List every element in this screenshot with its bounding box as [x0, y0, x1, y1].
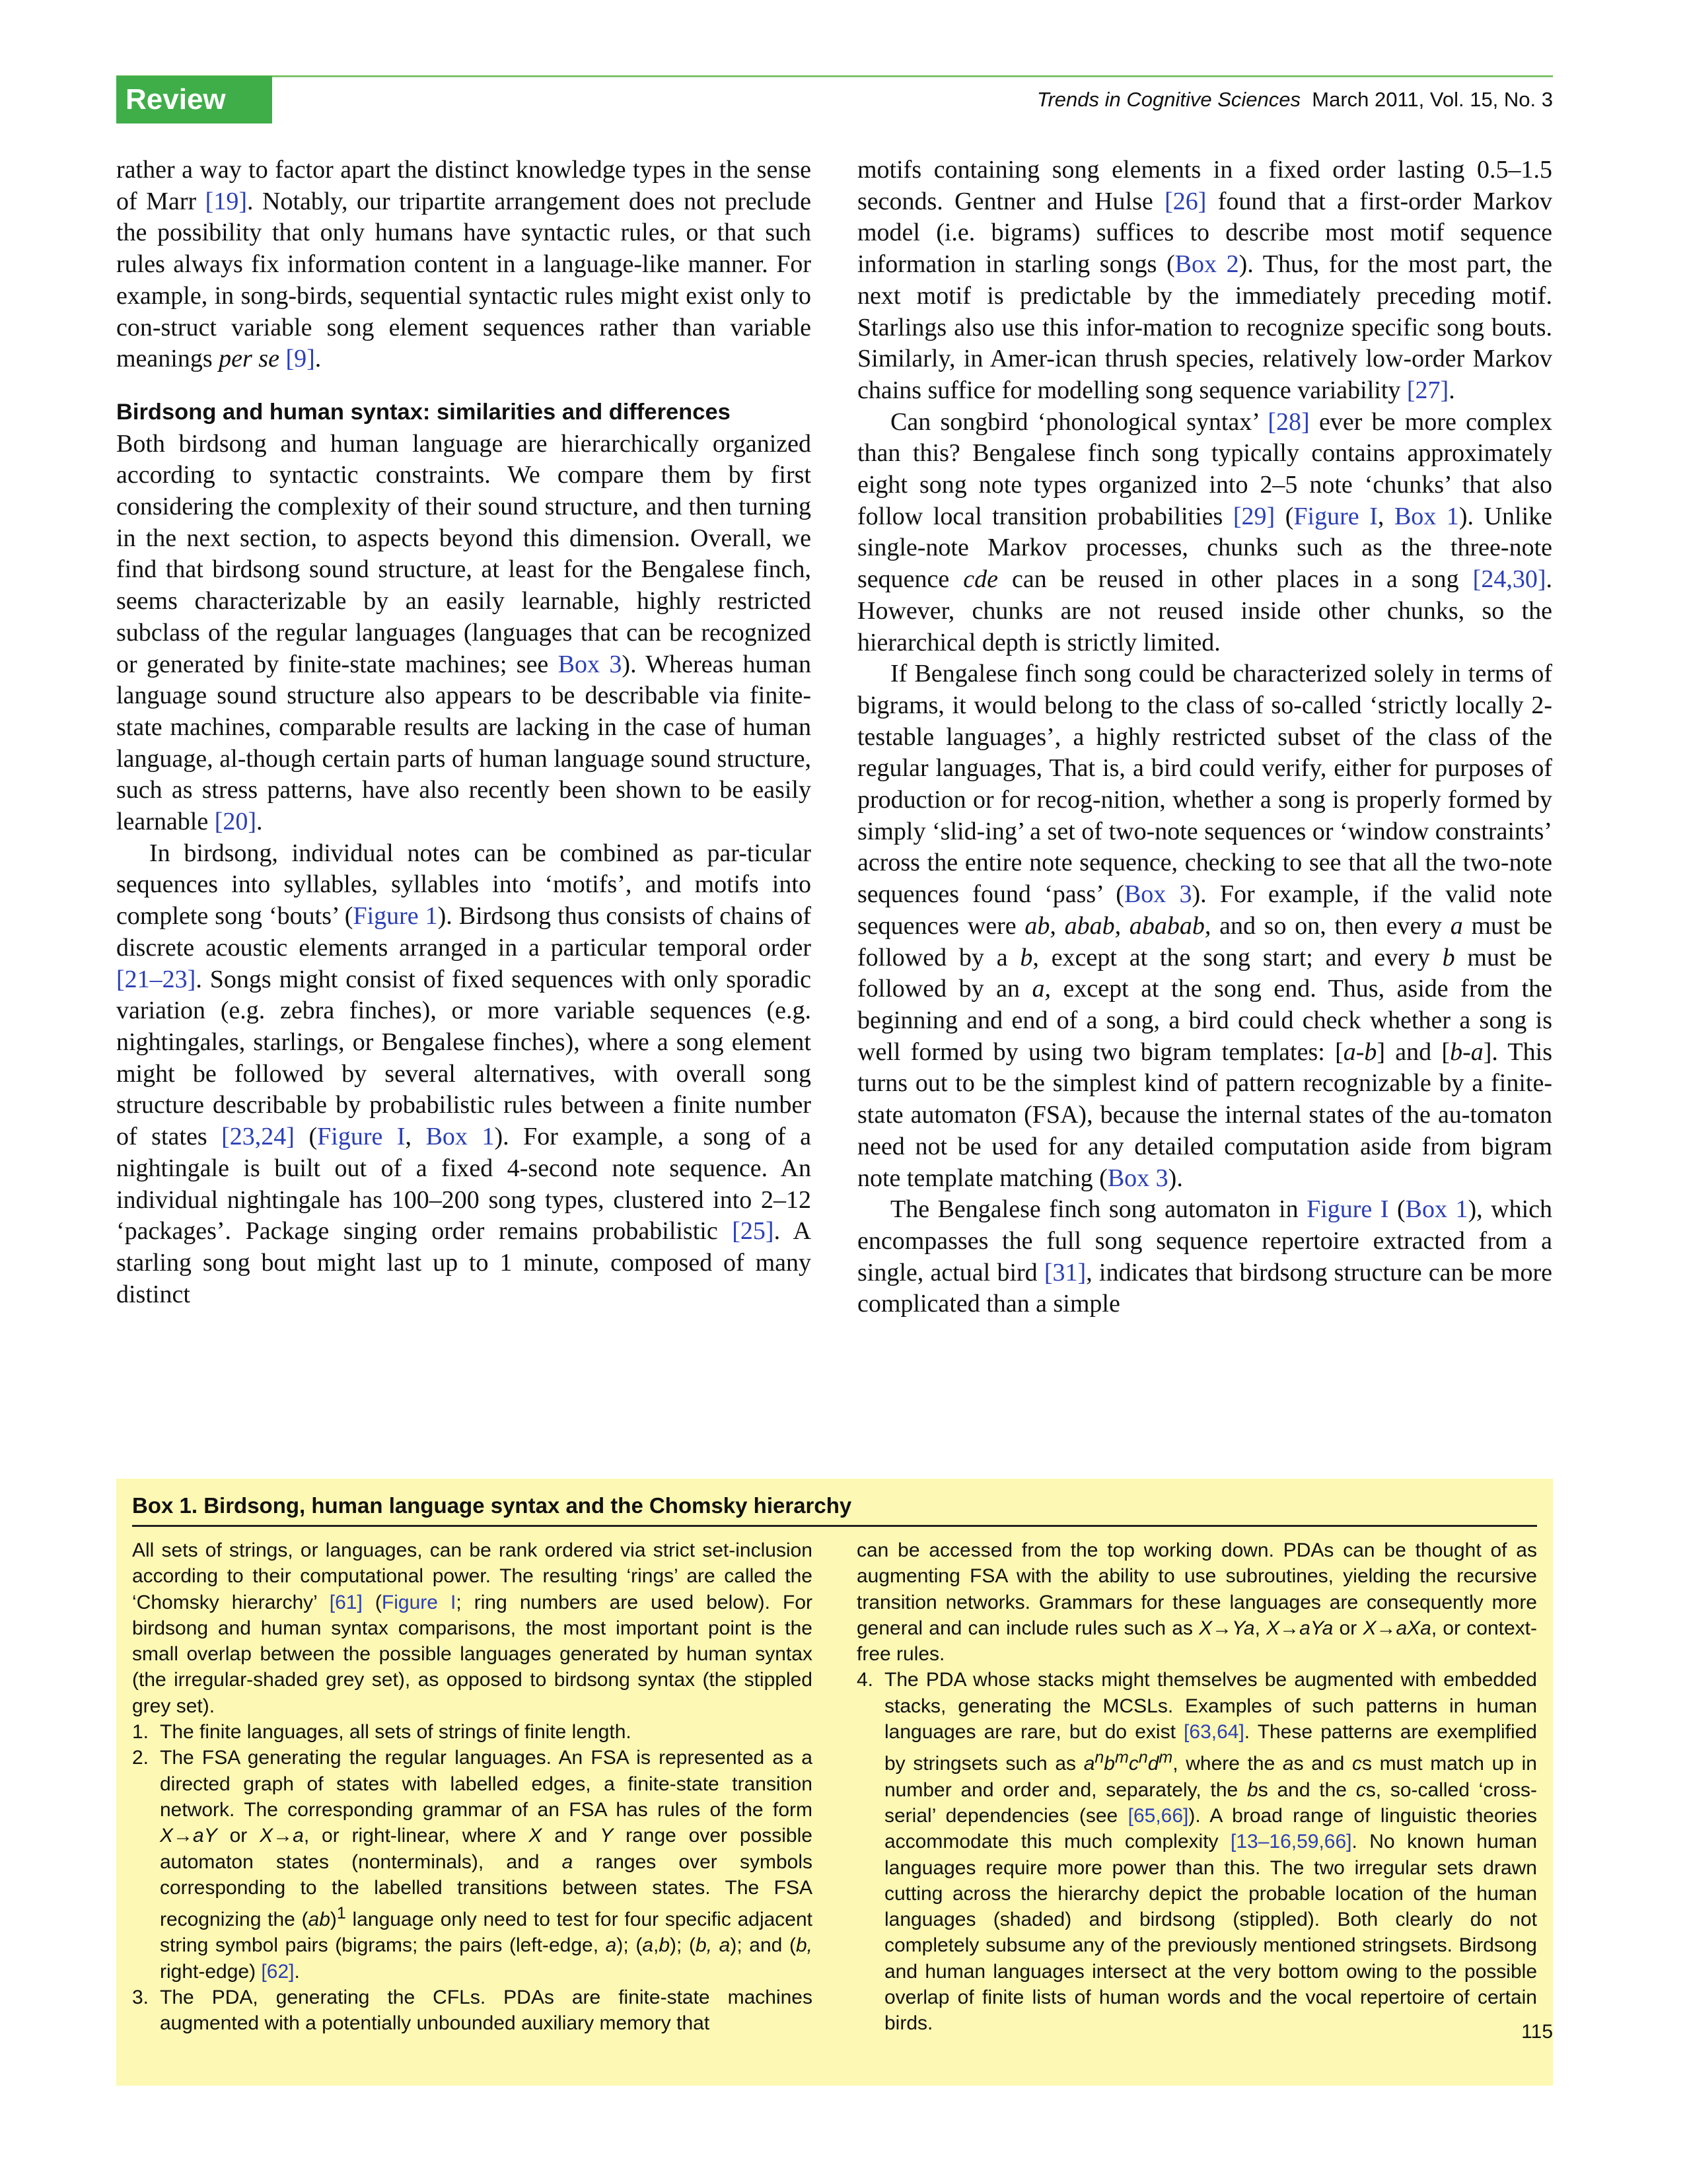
reference-link[interactable]: [27] — [1406, 376, 1449, 404]
section-badge: Review — [116, 76, 272, 123]
box-1 — [116, 1479, 1553, 2086]
body-paragraph: The Bengalese finch song automaton in Figure I (Box 1), which encompasses the full song sequence repertoire extracted from a single, actual bird [31], indicates that birdsong structure can be more complicated than a simple — [857, 1195, 1552, 1318]
box-list-item — [132, 1719, 812, 1745]
reference-link[interactable]: [23,24] — [221, 1123, 295, 1151]
reference-link[interactable]: Box 1 — [1405, 1195, 1468, 1224]
right-text-column — [857, 155, 1552, 1320]
reference-link[interactable]: [24,30] — [1472, 565, 1546, 594]
reference-link[interactable]: [31] — [1044, 1258, 1087, 1286]
list-item-number: 4. — [857, 1669, 874, 1691]
header-rule — [116, 75, 1553, 77]
list-item-text: The finite languages, all sets of strings of finite length. — [160, 1721, 631, 1744]
reference-link[interactable]: Figure 1 — [353, 902, 438, 931]
list-item-number: 1. — [132, 1721, 149, 1744]
reference-link[interactable]: [19] — [205, 187, 247, 215]
body-paragraph: If Bengalese finch song could be characterized solely in terms of bigrams, it would belong to the class of so-called ‘strictly locally 2-testable languages’, a highly restricted subset of the class of the regular languages, That is, a bird could verify, either for purposes of production or for recog-nition, whether a song is properly formed by simply ‘slid-ing’ a set of two-note sequences or ‘window constraints’ across the entire note sequence, checking to see that all the two-note sequences found ‘pass’ (Box 3). For example, if the valid note sequences were ab, abab, ababab, and so on, then every a must be followed by a b, except at the song start; and every b must be followed by an a, except at the song end. Thus, aside from the beginning and end of a song, a bird could check whether a song is well formed by using two bigram templates: [a-b] and [b-a]. This turns out to be the simplest kind of pattern recognizable by a finite-state automaton (FSA), because the internal states of the au-tomaton need not be used for any detailed computation aside from bigram note template matching (Box 3). — [857, 660, 1552, 1192]
list-item-text: The PDA whose stacks might themselves be augmented with embedded stacks, generating the MCSLs. Examples of such patterns in human languages are rare, but do exist [63,64]. These patterns are exemplified by stringsets such as $a^nb^mc^nd^m$, where the as and cs must match up in number and order and, separately, the bs and the cs, so-called ‘cross-serial’ dependencies (see [65,66]). A broad range of linguistic theories accommodate this much complexity [13–16,59,66]. No known human languages require more power than this. The two irregular sets drawn cutting across the hierarchy depict the probable location of the human languages (shaded) and birdsong (stippled). Both clearly do not completely subsume any of the previously mentioned stringsets. Birdsong and human languages intersect at the very bottom owing to the possible overlap of finite lists of human words and the vocal repertoire of certain birds. — [884, 1669, 1538, 2035]
reference-link[interactable]: Box 2 — [1174, 250, 1239, 279]
journal-citation — [1037, 88, 1553, 112]
list-item-text: The PDA, generating the CFLs. PDAs are finite-state machines augmented with a potentially unbounded auxiliary memory that — [160, 1987, 812, 2035]
journal-issue: March 2011, Vol. 15, No. 3 — [1312, 88, 1553, 111]
reference-link[interactable]: [65,66] — [1128, 1804, 1189, 1827]
box-1-title: Box 1. Birdsong, human language syntax and the Chomsky hierarchy — [132, 1493, 852, 1518]
reference-link[interactable]: [63,64] — [1184, 1721, 1244, 1744]
box-1-title-rule — [132, 1525, 1537, 1527]
box-1-list-right — [857, 1667, 1537, 2036]
box-1-right-column — [857, 1537, 1537, 2037]
body-paragraph: motifs containing song elements in a fixed order lasting 0.5–1.5 seconds. Gentner and Hulse [26] found that a first-order Markov model (i.e. bigrams) suffices to describe most motif sequence information in starling songs (Box 2). Thus, for the most part, the next motif is predictable by the immediately preceding motif. Starlings also use this infor-mation to recognize specific song bouts. Similarly, in Amer-ican thrush species, relatively low-order Markov chains suffice for modelling song sequence variability [27]. — [857, 156, 1553, 404]
page-number: 115 — [1521, 2021, 1553, 2043]
reference-link[interactable]: Box 1 — [1394, 502, 1459, 530]
reference-link[interactable]: Box 3 — [557, 650, 622, 678]
reference-link[interactable]: [26] — [1165, 187, 1207, 215]
body-paragraph: Both birdsong and human language are hierarchically organized according to syntactic constraints. We compare them by first considering the complexity of their sound structure, and then turning in the next section, to aspects beyond this dimension. Overall, we find that birdsong sound structure, at least for the Bengalese finch, seems characterizable by an easily learnable, highly restricted subclass of the regular languages (languages that can be recognized or generated by finite-state machines; see Box 3). Whereas human language sound structure also appears to be describable via finite-state machines, comparable results are lacking in the case of human language, al-though certain parts of human language sound structure, such as stress patterns, have also recently been shown to be easily learnable [20]. — [116, 429, 811, 836]
reference-link[interactable]: Figure I — [1307, 1195, 1389, 1224]
reference-link[interactable]: Figure I — [317, 1123, 406, 1151]
list-item-text: The FSA generating the regular languages. An FSA is represented as a directed graph of states with labelled edges, a finite-state transition network. The corresponding grammar of an FSA has rules of the form X→aY or X→a, or right-linear, where X and Y range over possible automaton states (nonterminals), and a ranges over symbols corresponding to the labelled transitions between states. The FSA recognizing the (ab)$^1$ language only need to test for four specific adjacent string symbol pairs (bigrams; the pairs (left-edge, a); (a,b); (b, a); and (b, right-edge) [62]. — [160, 1747, 812, 1983]
reference-link[interactable]: [13–16,59,66] — [1231, 1831, 1352, 1853]
reference-link[interactable]: [28] — [1268, 407, 1310, 436]
reference-link[interactable]: Box 3 — [1107, 1164, 1168, 1192]
box-list-item — [857, 1667, 1538, 2036]
list-item-number: 2. — [132, 1747, 149, 1769]
reference-link[interactable]: [20] — [214, 808, 257, 836]
reference-link[interactable]: Figure I — [1293, 502, 1378, 530]
box-1-continuation: can be accessed from the top working down. PDAs can be thought of as augmenting FSA with the ability to use subroutines, yielding the recursive transition networks. Grammars for these languages are consequently more general and can include rules such as X→Ya, X→aYa or X→aXa, or context-free rules. — [857, 1539, 1537, 1666]
reference-link[interactable]: [29] — [1233, 502, 1275, 530]
body-paragraph: rather a way to factor apart the distinct knowledge types in the sense of Marr [19]. Notably, our tripartite arrangement does not preclude the possibility that only humans have syntactic rules, or that such rules always fix information content in a language-like manner. For example, in song-birds, sequential syntactic rules might exist only to con-struct variable song element sequences rather than variable meanings per se [9]. — [116, 156, 811, 373]
reference-link[interactable]: [62] — [261, 1960, 295, 1983]
box-1-intro: All sets of strings, or languages, can be rank ordered via strict set-inclusion according to their computational power. The resulting ‘rings’ are called the ‘Chomsky hierarchy’ [61] (Figure I; ring numbers are used below). For birdsong and human syntax comparisons, the most important point is the small overlap between the possible languages generated by human syntax (the irregular-shaded grey set), as opposed to birdsong syntax (the stippled grey set). — [132, 1539, 813, 1717]
box-1-left-column — [132, 1537, 812, 2037]
reference-link[interactable]: [21–23] — [116, 965, 196, 993]
body-paragraph: Can songbird ‘phonological syntax’ [28] ever be more complex than this? Bengalese finch song typically contains approximately eight song note types organized into 2–5 note ‘chunks’ that also follow local transition probabilities [29] (Figure I, Box 1). Unlike single-note Markov processes, chunks such as the three-note sequence cde can be reused in other places in a song [24,30]. However, chunks are not reused inside other chunks, so the hierarchical depth is strictly limited. — [857, 407, 1553, 656]
reference-link[interactable]: [61] — [329, 1591, 363, 1613]
reference-link[interactable]: Box 1 — [425, 1123, 495, 1151]
reference-link[interactable]: Box 3 — [1124, 880, 1192, 909]
reference-link[interactable]: [25] — [732, 1217, 774, 1246]
box-1-list-left — [132, 1719, 812, 2037]
reference-link[interactable]: [9] — [285, 345, 315, 373]
journal-name: Trends in Cognitive Sciences — [1036, 88, 1301, 111]
section-heading: Birdsong and human syntax: similarities and differences — [116, 399, 731, 425]
body-paragraph: In birdsong, individual notes can be combined as par-ticular sequences into syllables, syllables into ‘motifs’, and motifs into complete song ‘bouts’ (Figure 1). Birdsong thus consists of chains of discrete acoustic elements arranged in a particular temporal order [21–23]. Songs might consist of fixed sequences with only sporadic variation (e.g. zebra finches), or more variable sequences (e.g. nightingales, starlings, or Bengalese finches), where a song element might be followed by several alternatives, with overall song structure describable by probabilistic rules between a finite number of states [23,24] (Figure I, Box 1). For example, a song of a nightingale is built out of a fixed 4-second note sequence. An individual nightingale has 100–200 song types, clustered into 2–12 ‘packages’. Package singing order remains probabilistic [25]. A starling song bout might last up to 1 minute, composed of many distinct — [116, 839, 812, 1308]
reference-link[interactable]: Figure I — [381, 1591, 456, 1613]
box-list-item — [132, 1985, 812, 2037]
box-list-item — [132, 1745, 812, 1985]
list-item-number: 3. — [132, 1987, 149, 2009]
left-text-column — [116, 155, 811, 1310]
